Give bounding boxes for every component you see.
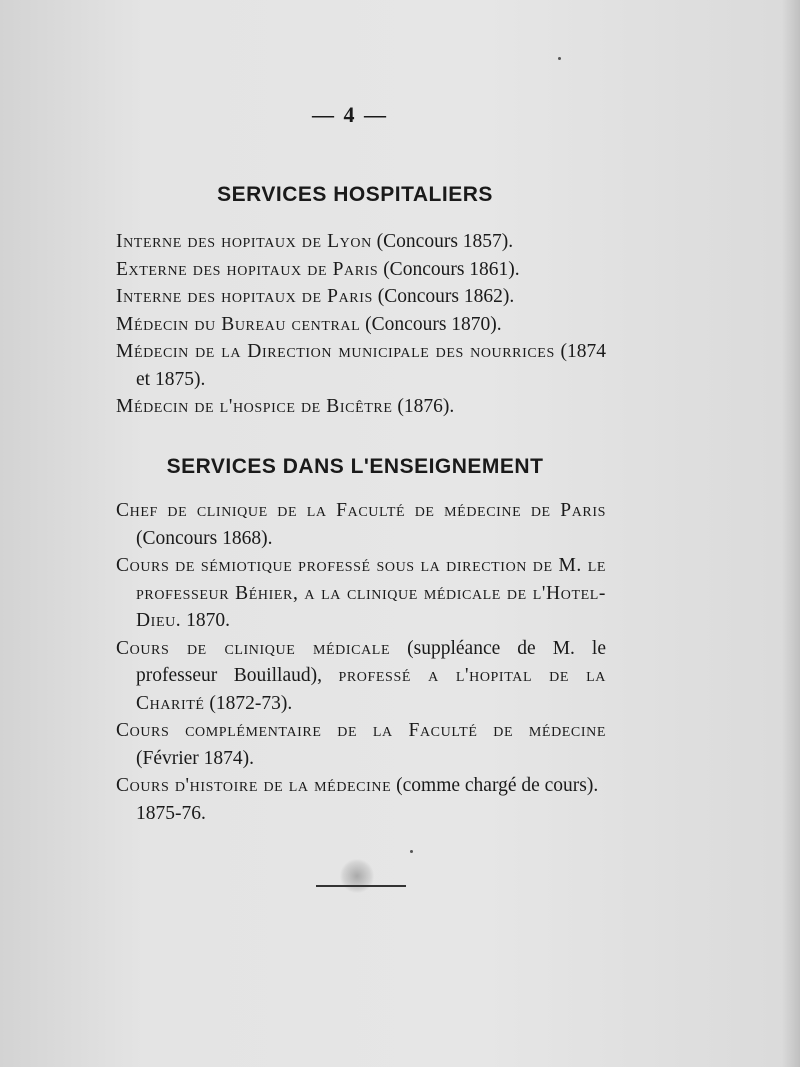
list-item bbox=[116, 338, 606, 393]
entry-title-continued: professé a l'hopital de la Charité bbox=[136, 665, 606, 714]
entry-detail: 1870. bbox=[181, 610, 231, 631]
entry-detail: (1876). bbox=[392, 396, 455, 417]
list-item bbox=[116, 228, 606, 256]
entry-title: Médecin du Bureau central bbox=[116, 313, 361, 335]
entry-detail: (Concours 1870). bbox=[360, 313, 502, 335]
entry-detail: (suppléance de M. le professeur Bouillaud), bbox=[136, 637, 607, 686]
list-item bbox=[116, 393, 606, 421]
entry-detail: (1874 et 1875). bbox=[136, 341, 606, 390]
section-heading-hospital-services: SERVICES HOSPITALIERS bbox=[217, 183, 493, 206]
entry-title: Cours de clinique médicale bbox=[116, 637, 391, 659]
entry-title: Médecin de l'hospice de Bicêtre bbox=[116, 396, 393, 417]
hospital-services-list bbox=[116, 228, 606, 421]
closing-rule bbox=[316, 885, 406, 887]
speck bbox=[558, 57, 561, 60]
list-item bbox=[116, 283, 606, 311]
entry-title: Chef de clinique de la Faculté de médecine de Paris bbox=[116, 500, 606, 521]
entry-detail: (Concours 1861). bbox=[378, 258, 520, 280]
entry-title: Cours de sémiotique professé sous la direction de M. le professeur Béhier, a la clinique médicale de l'Hotel-Dieu. bbox=[116, 555, 606, 631]
entry-title: Cours d'histoire de la médecine bbox=[116, 775, 392, 796]
entry-detail: (comme chargé de cours). 1875-76. bbox=[136, 775, 599, 824]
entry-detail: (Concours 1862). bbox=[372, 286, 515, 307]
entry-title: Interne des hopitaux de Paris bbox=[116, 286, 373, 307]
list-item bbox=[116, 311, 606, 339]
list-item bbox=[116, 717, 606, 772]
entry-title: Externe des hopitaux de Paris bbox=[116, 258, 379, 280]
entry-detail: (Concours 1868). bbox=[136, 527, 273, 549]
entry-detail: (Concours 1857). bbox=[371, 231, 514, 252]
teaching-services-list bbox=[116, 497, 606, 827]
list-item bbox=[116, 256, 606, 284]
list-item bbox=[116, 635, 606, 718]
entry-detail-continued: (1872-73). bbox=[204, 692, 293, 714]
speck bbox=[410, 850, 413, 853]
list-item bbox=[116, 772, 606, 827]
list-item bbox=[116, 552, 606, 635]
entry-title: Cours complémentaire de la Faculté de médecine bbox=[116, 720, 606, 741]
list-item bbox=[116, 497, 606, 552]
entry-title: Médecin de la Direction municipale des nourrices bbox=[116, 341, 555, 362]
section-heading-teaching-services: SERVICES DANS L'ENSEIGNEMENT bbox=[166, 455, 544, 478]
entry-detail: (Février 1874). bbox=[136, 747, 255, 769]
ink-smudge bbox=[340, 858, 374, 894]
page-edge-shadow bbox=[782, 0, 800, 1067]
entry-title: Interne des hopitaux de Lyon bbox=[116, 231, 372, 252]
page-number: — 4 — bbox=[312, 102, 388, 127]
